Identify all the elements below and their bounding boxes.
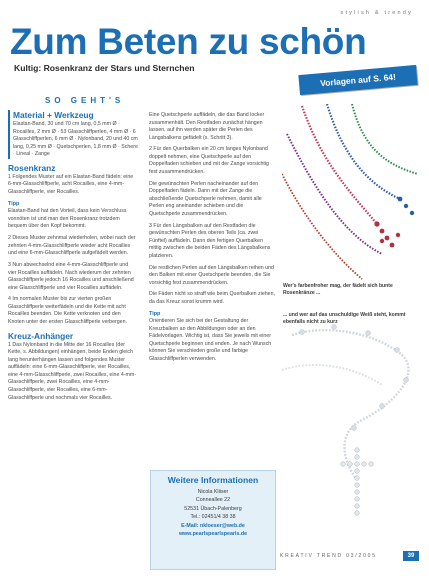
tipp-label: Tipp [8,200,20,207]
info-street: Conneallee 22 [195,497,231,504]
page-subtitle: Kultig: Rosenkranz der Stars und Sternchen [14,63,195,73]
kicker: stylish & trendy [340,10,413,16]
rosenkranz-step-1: 1 Folgendes Muster auf ein Elastan-Band fädeln: eine 6-mm-Glasschliffperle, acht Rocailles, eine 4-mm-Glasschliffperle, vier Rocailles. [8,173,134,196]
info-website-link[interactable]: www.pearlspearlspearls.de [178,531,248,538]
column-left [8,110,138,406]
colorful-rosary-photo [282,104,420,284]
rosenkranz-step-3: 3 Nun abwechselnd eine 4-mm-Glasschliffperle und vier Rocailles auffädeln. Nach wiederum der zehnten Glasschliffperle jedoch 16 Rocailles und anschließend eine Glasschliffperle und vier Rocailles auffädeln. [8,261,134,291]
column-middle [149,112,275,368]
info-name: Nicola Kliiser [197,489,229,495]
middle-paragraph-5: Die restlichen Perlen auf den Längsbalken reihen und den Balken mit einer Quetschperle beenden, die Sie vorsichtig fest zusammendrücken. [149,264,274,286]
rosenkranz-step-2: 2 Dieses Muster zehnmal wiederholen, wobei nach der zehnten 4-mm-Glasschliffperle wieder acht Rocailles und eine 6-mm-Glasschliffperle aufgefädelt werden. [8,235,136,257]
info-email-link[interactable]: E-Mail: nkloeser@web.de [181,522,245,529]
middle-paragraph-3: Die gewünschten Perlen nacheinander auf den Doppelfaden fädeln. Dann mit der Zange die abschließende Quetschperle nehmen, damit alle Perlen eng aneinander schieben und die Quetschperle zusammendrücken. [149,180,262,217]
kreuz-step-1: 1 Das Nylonband in die Mitte der 16 Rocailles (der Kette, s. Abbildungen) einhängen, beide Enden gleich lang herunterhängen lassen und folgendes Muster auffädeln: eine 6-mm-Glasschliffperle, vier Rocailles, eine 4-mm-Glasschliffperle, zwei Rocailles, eine 4-mm-Glasschliffperle, zwei Rocailles, eine 4-mm-Glasschliffperle, vier Rocailles, eine 6-mm-Glasschliffperle und nochmals vier Rocailles. [8,341,136,401]
info-phone: Tel.: 02451/4 38 38 [190,514,236,521]
photo-caption-1: Wer's farbenfroher mag, der fädelt sich bunte Rosenkränze ... [283,283,393,296]
info-box [150,470,276,570]
info-heading: Weitere Informationen [167,475,259,485]
rosenkranz-heading: Rosenkranz [8,162,56,173]
tipp-text: Elastan-Band hat den Vorteil, dass kein Verschluss vonnöten ist und man den Rosenkranz trotzdem bequem über den Kopf bekommt. [8,208,127,230]
material-heading: Material + Werkzeug [13,110,94,120]
tipp-text-2: Orientieren Sie sich bei der Gestaltung der Kreuzbalken an den Abbildungen oder an den Fädelvorlagen. Wichtig ist, dass Sie jeweils mit einer Quetschperle beginnen und enden. Je nach Wunsch können Sie verschieden große und farbige Glasschliffperlen verwenden. [149,318,272,362]
rosenkranz-step-4: 4 Im normalen Muster bis zur vierten großen Glasschliffperle weiterfädeln und die Kette mit acht Rocailles beenden. Die Kette verknoten und den Knoten unter der ersten Glasschliffperle verbergen. [8,296,127,325]
middle-paragraph-2: 2 Für den Querbalken ein 20 cm langes Nylonband doppelt nehmen, eine Quetschperle auf den Doppelfaden schieben und mit der Zange vorsichtig fest zusammendrücken. [149,146,269,176]
middle-paragraph-1: Eine Quetschperle auffädeln, die das Band locker zusammenhält. Den Restfaden zunächst hängen lassen, auf ihn werden später die Perlen des Längsbalkens gefädelt (s. Schritt 3). [149,112,265,141]
footer-magazine: KREATIV TREND 03/2005 [280,553,377,559]
photo-caption-2: ... und wer auf das unschuldige Weiß steht, kommt ebenfalls nicht zu kurz [283,312,406,325]
middle-paragraph-6: Die Fäden nicht so straff wie beim Querbalken ziehen, da das Kreuz sonst krumm wird. [149,291,275,305]
white-rosary-photo [282,310,420,530]
templates-banner: Vorlagen auf S. 64! [298,65,417,95]
page-number: 39 [403,551,419,561]
material-text: Elastan-Band, 30 und 70 cm lang, 0,5 mm Ø · Rocailles, 2 mm Ø · 53 Glasschliffperlen, 4 mm Ø · 6 Glasschliffperlen, 6 mm Ø · Nylonband, 20 und 40 cm lang, 0,25 mm Ø · Quetschperlen, 1,8 mm Ø · Schere · Lineal · Zange [13,121,138,158]
tipp-label-2: Tipp [149,310,161,317]
info-city: 52531 Übach-Palenberg [184,505,242,512]
kreuz-heading: Kreuz-Anhänger [8,330,74,341]
page-title: Zum Beten zu schön [10,21,367,62]
middle-paragraph-4: 3 Für den Längsbalken auf den Restfaden die gewünschten Perlen des oberen Teils (ca. zwei Fünftel) auffädeln. Dann den fertigen Querbalken mittig zwischen die beiden Fäden des Längsbalkens platzieren. [149,222,271,259]
section-label: SO GEHT'S [45,96,125,105]
material-box [8,110,138,159]
